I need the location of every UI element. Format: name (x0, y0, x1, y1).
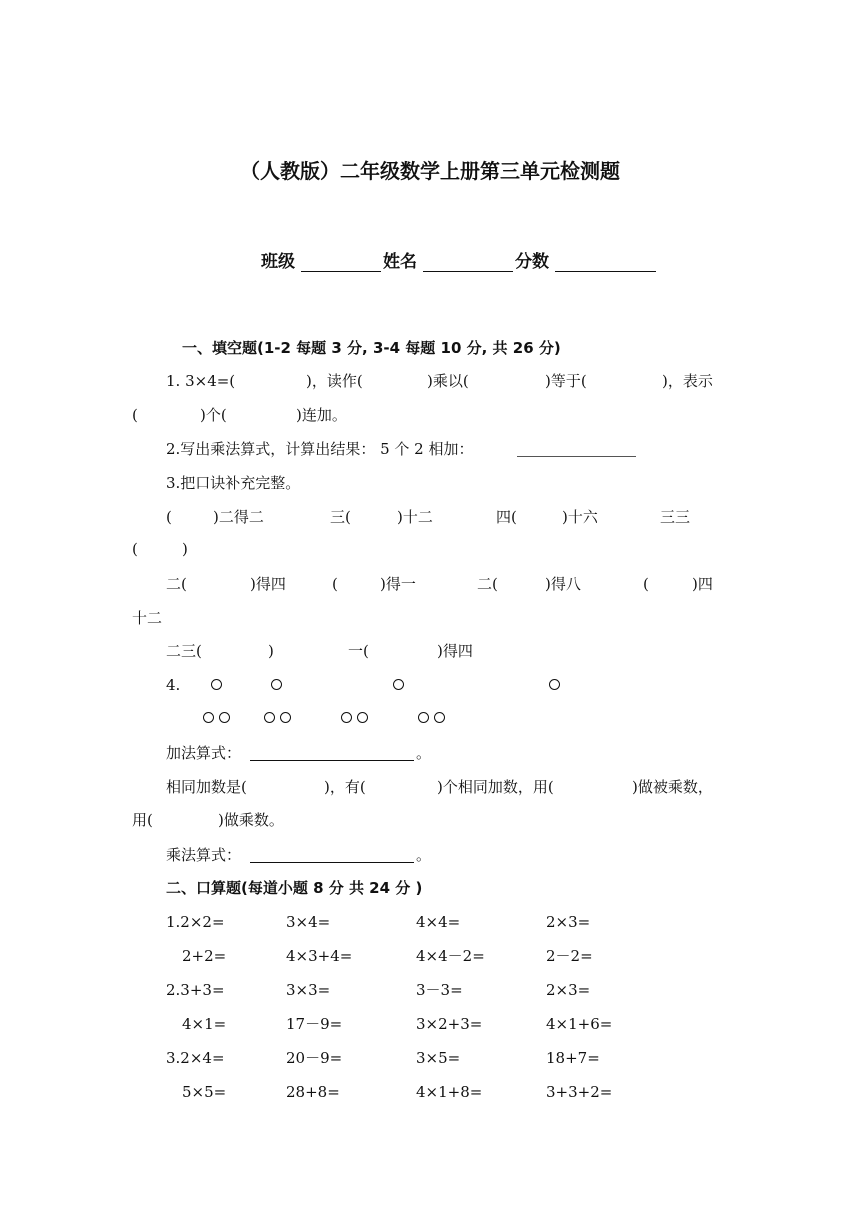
circle-icon (393, 679, 404, 690)
q2-answer-blank[interactable] (517, 456, 636, 457)
q1-part: )连加。 (296, 406, 347, 424)
math-problem: 4×1+6= (546, 1015, 613, 1033)
circle-icon (211, 679, 222, 690)
q3-item: )四 (692, 575, 713, 593)
q3-item: 二( (166, 575, 187, 593)
q3-item: )得八 (545, 575, 581, 593)
q3-item: ( (332, 575, 338, 593)
q3-item: 一( (348, 642, 369, 660)
math-problem: 2.3+3= (166, 981, 225, 999)
multiplication-label: 乘法算式： (166, 846, 242, 864)
circle-icon (271, 679, 282, 690)
q3-item: )得一 (380, 575, 416, 593)
q3-item: 四( (496, 508, 517, 526)
q4-text: 相同加数是( (166, 778, 247, 796)
q1-part: )等于( (545, 372, 587, 390)
q4-text: )个相同加数，用( (437, 778, 554, 796)
q3-item: 二三( (166, 642, 202, 660)
math-problem: 4×4= (416, 913, 461, 931)
math-problem: 3+3+2= (546, 1083, 613, 1101)
q1-part: ( (132, 406, 138, 424)
circle-icon (549, 679, 560, 690)
math-problem: 4×1= (182, 1015, 227, 1033)
math-problem: 17－9= (286, 1015, 343, 1033)
circle-icon (418, 712, 429, 723)
q3-item: )得四 (250, 575, 286, 593)
q3-item: ) (182, 540, 188, 558)
circle-icon (357, 712, 368, 723)
q4-text: )做乘数。 (218, 811, 284, 829)
math-problem: 4×4－2= (416, 947, 485, 965)
q3-intro: 3.把口诀补充完整。 (166, 474, 301, 492)
q1-part: )，表示 (662, 372, 713, 390)
multiplication-end: 。 (416, 846, 432, 864)
math-problem: 2－2= (546, 947, 593, 965)
math-problem: 2×3= (546, 981, 591, 999)
name-label: 姓名 (383, 252, 417, 272)
score-label: 分数 (515, 252, 549, 272)
q3-item: )十二 (397, 508, 433, 526)
math-problem: 3×4= (286, 913, 331, 931)
q1-part: )个( (200, 406, 227, 424)
section1-heading: 一、填空题(1-2 每题 3 分, 3-4 每题 10 分, 共 26 分) (182, 339, 561, 357)
q3-item: ( (132, 540, 138, 558)
circle-icon (203, 712, 214, 723)
q3-item: )二得二 (213, 508, 264, 526)
q4-text: )，有( (324, 778, 366, 796)
page-title: （人教版）二年级数学上册第三单元检测题 (240, 159, 620, 183)
addition-blank[interactable] (250, 760, 414, 761)
math-problem: 18+7= (546, 1049, 600, 1067)
circle-icon (280, 712, 291, 723)
math-problem: 5×5= (182, 1083, 227, 1101)
math-problem: 4×1+8= (416, 1083, 483, 1101)
addition-label: 加法算式： (166, 744, 242, 762)
q1-part: )乘以( (427, 372, 469, 390)
math-problem: 3×2+3= (416, 1015, 483, 1033)
circle-icon (341, 712, 352, 723)
math-problem: 20－9= (286, 1049, 343, 1067)
circle-icon (219, 712, 230, 723)
math-problem: 3－3= (416, 981, 463, 999)
q4-text: )做被乘数， (632, 778, 713, 796)
math-problem: 2+2= (182, 947, 227, 965)
score-blank[interactable] (555, 271, 656, 272)
section2-heading: 二、口算题(每道小题 8 分 共 24 分 ) (166, 879, 423, 897)
circle-icon (434, 712, 445, 723)
q3-item: 十二 (132, 609, 163, 627)
q4-text: 用( (132, 811, 153, 829)
math-problem: 28+8= (286, 1083, 340, 1101)
q3-item: 三三 (660, 508, 691, 526)
q3-item: 二( (477, 575, 498, 593)
circle-icon (264, 712, 275, 723)
math-problem: 1.2×2= (166, 913, 225, 931)
q3-item: ) (268, 642, 274, 660)
math-problem: 2×3= (546, 913, 591, 931)
q4-number: 4. (166, 676, 181, 694)
q3-item: ( (166, 508, 172, 526)
q3-item: )十六 (562, 508, 598, 526)
name-blank[interactable] (423, 271, 513, 272)
multiplication-blank[interactable] (250, 862, 414, 863)
addition-end: 。 (416, 744, 432, 762)
math-problem: 3.2×4= (166, 1049, 225, 1067)
q1-part: 1. 3×4=( (166, 372, 236, 390)
class-blank[interactable] (301, 271, 381, 272)
class-label: 班级 (261, 252, 295, 272)
q3-item: )得四 (437, 642, 473, 660)
q2-text: 2.写出乘法算式，计算出结果： 5 个 2 相加： (166, 440, 474, 458)
math-problem: 4×3+4= (286, 947, 353, 965)
math-problem: 3×5= (416, 1049, 461, 1067)
q3-item: 三( (330, 508, 351, 526)
q3-item: ( (643, 575, 649, 593)
math-problem: 3×3= (286, 981, 331, 999)
q1-part: )，读作( (306, 372, 363, 390)
